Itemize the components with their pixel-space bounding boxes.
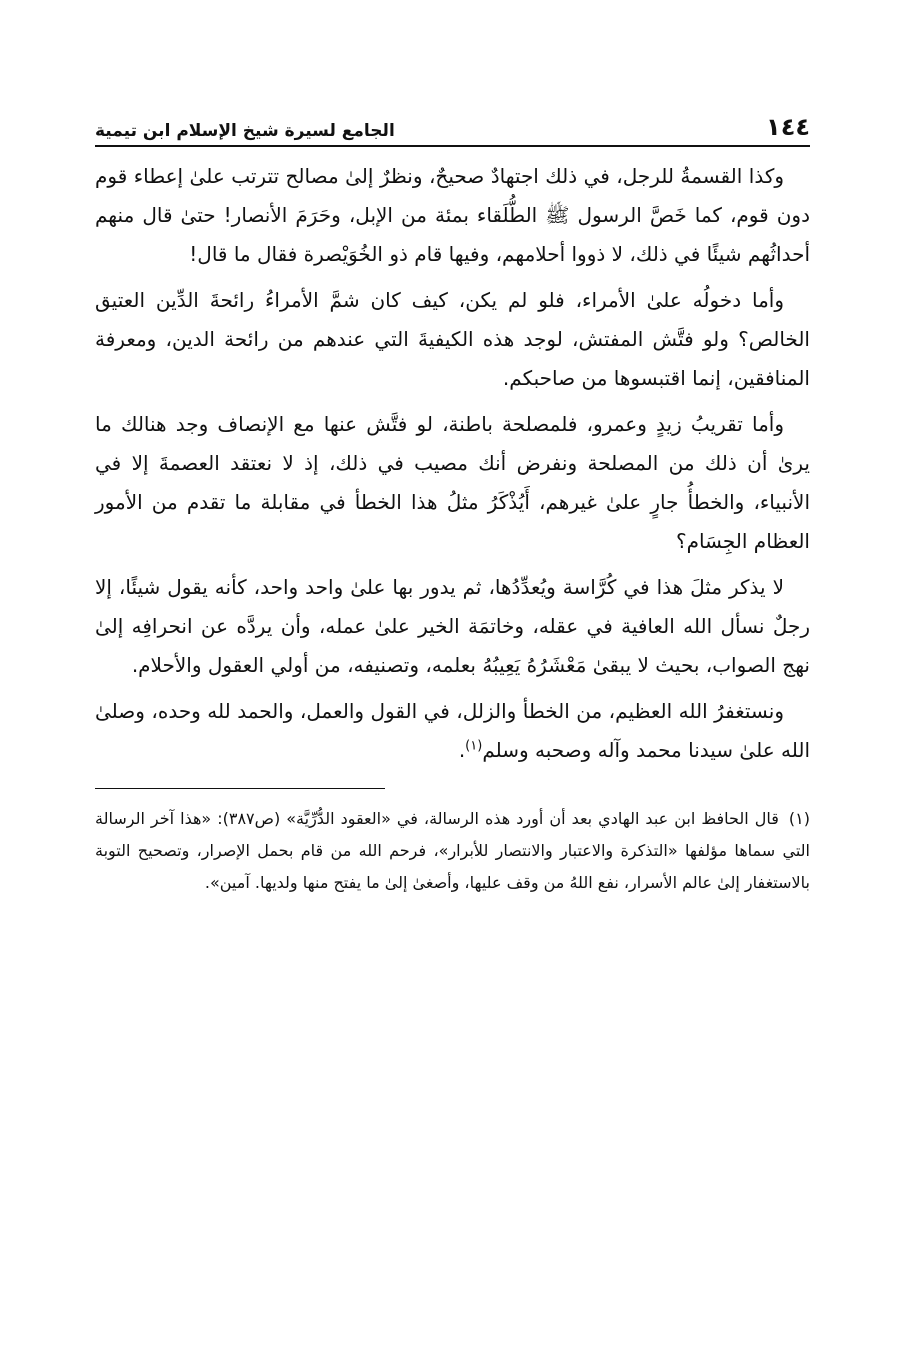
footnote-text: قال الحافظ ابن عبد الهادي بعد أن أورد هذه الرسالة، في «العقود الدُّرِّيَّة» (ص٣٨٧): «هذا آخر الرسالة التي سماها مؤلفها «التذكرة والاعتبار والانتصار للأبرار»، فرحم الله من قام بحمل الإصرار، وتصحيح التوبة بالاستغفار إلىٰ عالم الأسرار، نفع اللهُ من وقف عليها، وأصغىٰ إلىٰ ما يفتح منها ولديها. آمين». bbox=[95, 809, 810, 892]
running-header bbox=[95, 95, 810, 147]
footnote-reference[interactable]: (١) bbox=[465, 738, 483, 754]
paragraph-4: لا يذكر مثلَ هذا في كُرَّاسة ويُعدِّدُها، ثم يدور بها علىٰ واحد واحد، كأنه يقول شيئًا، إلا رجلٌ نسأل الله العافية في عقله، وخاتمَة الخير علىٰ عمله، وأن يردَّه عن انحرافِه إلىٰ نهج الصواب، بحيث لا يبقىٰ مَعْشَرُهُ يَعِيبُهُ بعلمه، وتصنيفه، من أولي العقول والأحلام. bbox=[95, 575, 810, 677]
running-title: الجامع لسيرة شيخ الإسلام ابن تيمية bbox=[95, 121, 395, 141]
paragraph-5-text: ونستغفرُ الله العظيم، من الخطأ والزلل، في القول والعمل، والحمد لله وحده، وصلىٰ الله علىٰ سيدنا محمد وآله وصحبه وسلم bbox=[95, 699, 810, 762]
main-text bbox=[95, 157, 810, 770]
footnote-divider bbox=[95, 788, 385, 789]
paragraph-2: وأما دخولُه علىٰ الأمراء، فلو لم يكن، كيف كان شمَّ الأمراءُ رائحةَ الدِّين العتيق الخالص؟ ولو فتَّش المفتش، لوجد هذه الكيفيةَ التي عندهم من رائحة الدين، ومعرفة المنافقين، إنما اقتبسوها من صاحبكم. bbox=[95, 288, 810, 390]
page-number: ١٤٤ bbox=[766, 113, 810, 141]
paragraph-1: وكذا القسمةُ للرجل، في ذلك اجتهادٌ صحيحٌ، ونظرٌ إلىٰ مصالح تترتب علىٰ إعطاء قوم دون قوم، كما خَصَّ الرسول ﷺ الطُّلَقاء بمئة من الإبل، وحَرَمَ الأنصار! حتىٰ قال منهم أحداثُهم شيئًا في ذلك، لا ذووا أحلامهم، وفيها قام ذو الخُوَيْصرة فقال ما قال! bbox=[95, 164, 810, 266]
footnote-1 bbox=[95, 803, 810, 899]
footnote-mark: (١) bbox=[788, 809, 810, 828]
footnotes bbox=[95, 803, 810, 899]
paragraph-5: ونستغفرُ الله العظيم، من الخطأ والزلل، في القول والعمل، والحمد لله وحده، وصلىٰ الله علىٰ سيدنا محمد وآله وصحبه وسلم$^{(١)}$. bbox=[95, 699, 810, 762]
book-page bbox=[95, 95, 810, 899]
paragraph-3: وأما تقريبُ زيدٍ وعمرو، فلمصلحة باطنة، لو فتَّش عنها مع الإنصاف وجد هنالك ما يرىٰ أن ذلك من المصلحة ونفرض أنك مصيب في ذلك، إذ لا نعتقد العصمةَ إلا في الأنبياء، والخطأُ جارٍ علىٰ غيرهم، أَيُذْكَرُ مثلُ هذا الخطأ في مقابلة ما تقدم من الأمور العظام الجِسَام؟ bbox=[95, 412, 810, 553]
